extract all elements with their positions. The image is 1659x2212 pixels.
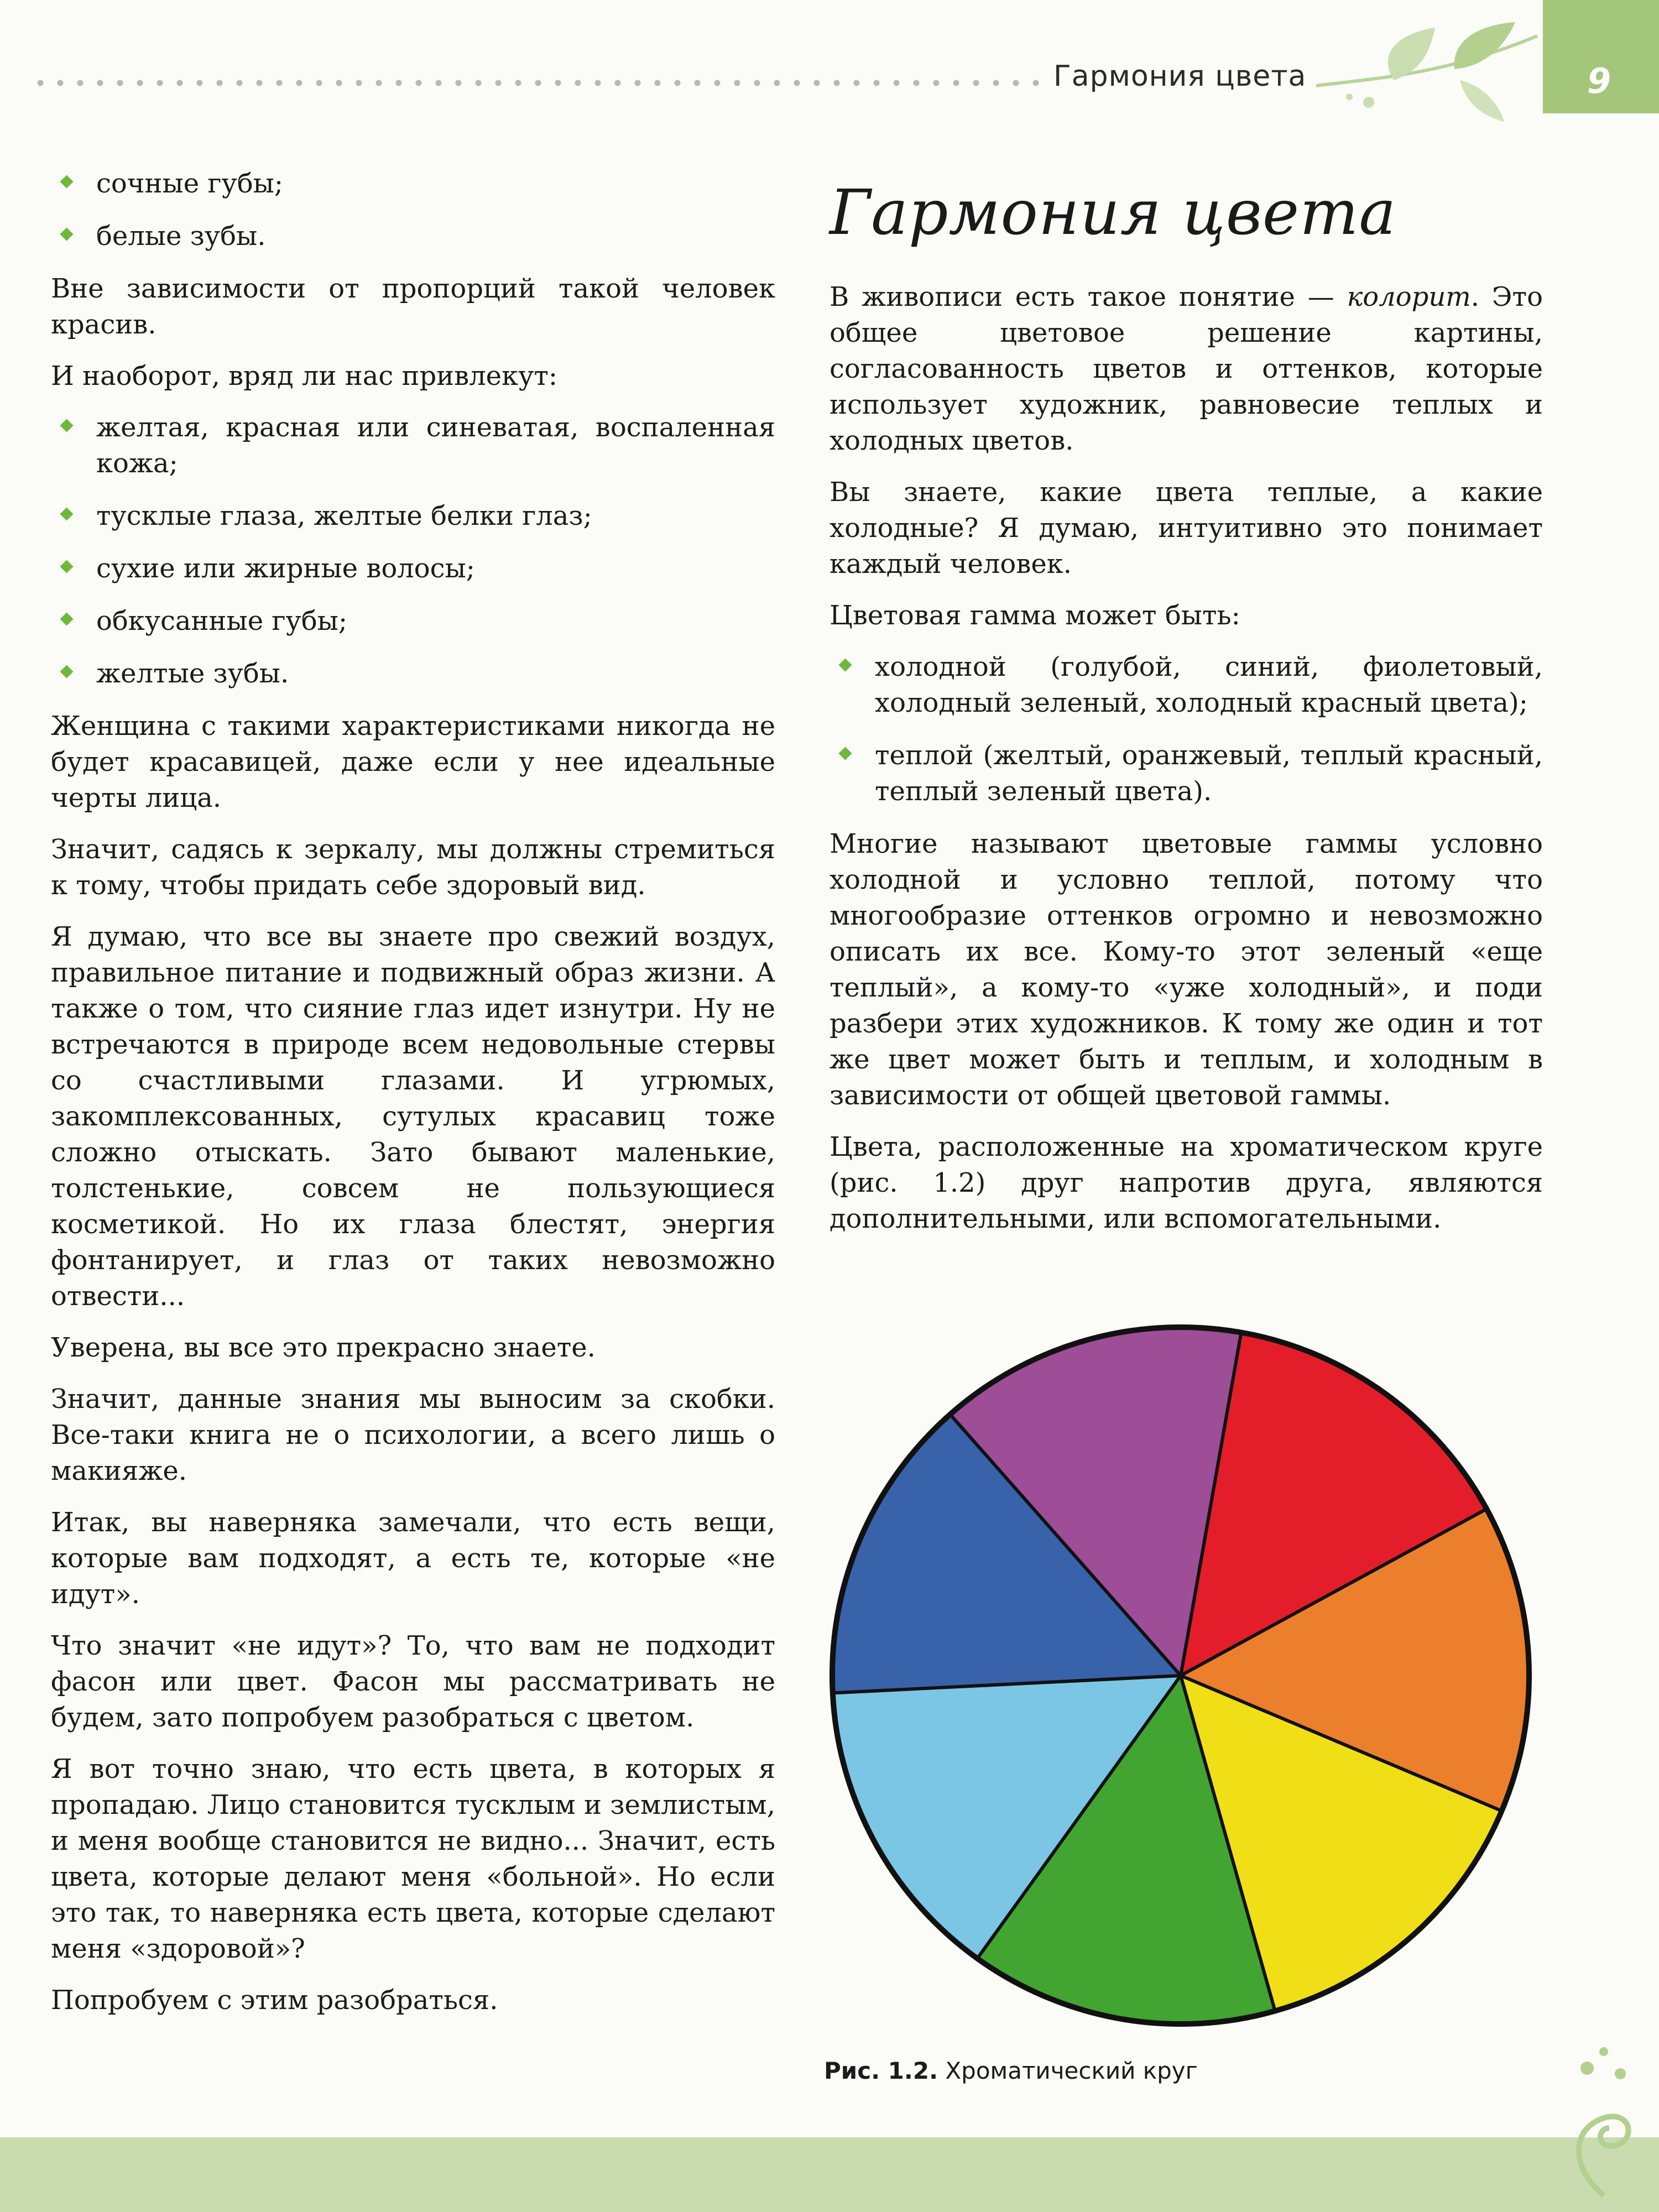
swirl-ornament-icon <box>1537 2035 1648 2201</box>
bullet-list-gamma <box>830 649 1543 810</box>
paragraph: И наоборот, вряд ли нас привлекут: <box>51 361 558 392</box>
page-header <box>0 0 1659 127</box>
paragraph: Я вот точно знаю, что есть цвета, в которых я пропадаю. Лицо становится тусклым и землистым, и меня вообще становится не видно... Значит, есть цвета, которые делают меня «больной». Но если это так, то наверняка есть цвета, которые сделают меня «здоровой»? <box>51 1754 775 1964</box>
paragraph: Я думаю, что все вы знаете про свежий воздух, правильное питание и подвижный образ жизни. А также о том, что сияние глаз идет изнутри. Ну не встречаются в природе всем недовольные стервы со счастливыми глазами. И угрюмых, закомплексованных, сутулых красавиц тоже сложно отыскать. Зато бывают маленькие, толстенькие, совсем не пользующиеся косметикой. Но их глаза блестят, энергия фонтанирует, и глаз от таких невозможно отвести... <box>51 921 775 1312</box>
paragraph: Что значит «не идут»? То, что вам не подходит фасон или цвет. Фасон мы рассматривать не будем, зато попробуем разобраться с цветом. <box>51 1630 775 1733</box>
bullet-diamond-icon <box>60 507 73 520</box>
paragraph: Итак, вы наверняка замечали, что есть вещи, которые вам подходят, а есть те, которые «не идут». <box>51 1507 775 1610</box>
paragraph: Цветовая гамма может быть: <box>830 600 1240 631</box>
page-number: 9 <box>1587 61 1611 101</box>
figure-caption: Рис. 1.2. Хроматический круг <box>824 2057 1198 2084</box>
left-column <box>51 166 775 2034</box>
list-item: сочные губы; <box>51 166 775 202</box>
list-item: сухие или жирные волосы; <box>51 551 775 587</box>
bullet-list-bad <box>51 410 775 692</box>
bullet-diamond-icon <box>838 747 852 760</box>
bullet-diamond-icon <box>838 658 852 671</box>
paragraph: Значит, садясь к зеркалу, мы должны стремиться к тому, чтобы придать себе здоровый вид. <box>51 834 775 901</box>
bullet-diamond-icon <box>60 227 73 241</box>
list-item: обкусанные губы; <box>51 603 775 639</box>
list-item: желтая, красная или синеватая, воспаленная кожа; <box>51 410 775 482</box>
figure-chromatic-wheel <box>824 1316 1537 2118</box>
paragraph: Вы знаете, какие цвета теплые, а какие холодные? Я думаю, интуитивно это понимает каждый человек. <box>830 477 1543 580</box>
bullet-diamond-icon <box>60 612 73 625</box>
bullet-diamond-icon <box>60 175 73 188</box>
term-kolorit: колорит <box>1347 281 1471 312</box>
chromatic-wheel <box>824 1316 1537 2046</box>
running-title: Гармония цвета <box>1053 60 1307 93</box>
leaf-ornament-icon <box>1316 14 1548 124</box>
paragraph: Значит, данные знания мы выносим за скобки. Все-таки книга не о психологии, а всего лишь о макияже. <box>51 1384 775 1486</box>
paragraph: Цвета, расположенные на хроматическом круге (рис. 1.2) друг напротив друга, являются дополнительными, или вспомогательными. <box>830 1131 1543 1234</box>
section-heading: Гармония цвета <box>830 177 1397 249</box>
paragraph: Вне зависимости от пропорций такой человек красив. <box>51 273 775 340</box>
list-item: тусклые глаза, желтые белки глаз; <box>51 498 775 534</box>
footer-band <box>0 2137 1659 2212</box>
right-column <box>830 166 1543 1253</box>
bullet-diamond-icon <box>60 665 73 678</box>
list-item: холодной (голубой, синий, фиолетовый, холодный зеленый, холодный красный цвета); <box>830 649 1543 721</box>
bullet-diamond-icon <box>60 419 73 432</box>
list-item: белые зубы. <box>51 218 775 254</box>
bullet-diamond-icon <box>60 560 73 573</box>
paragraph: Женщина с такими характеристиками никогда не будет красавицей, даже если у нее идеальные черты лица. <box>51 711 775 813</box>
bullet-list-good <box>51 166 775 254</box>
paragraph: Многие называют цветовые гаммы условно холодной и условно теплой, потому что многообразие оттенков огромно и невозможно описать их все. Кому-то этот зеленый «еще теплый», а кому-то «уже холодный», и поди разбери этих художников. К тому же один и тот же цвет может быть и теплым, и холодным в зависимости от общей цветовой гаммы. <box>830 828 1543 1111</box>
paragraph: Попробуем с этим разобраться. <box>51 1985 498 2016</box>
list-item: теплой (желтый, оранжевый, теплый красный, теплый зеленый цвета). <box>830 738 1543 810</box>
paragraph: В живописи есть такое понятие — колорит. Это общее цветовое решение картины, согласованность цветов и оттенков, которые использует художник, равновесие теплых и холодных цветов. <box>830 281 1543 456</box>
paragraph: Уверена, вы все это прекрасно знаете. <box>51 1332 596 1363</box>
list-item: желтые зубы. <box>51 656 775 692</box>
header-dotted-rule <box>30 77 1042 88</box>
